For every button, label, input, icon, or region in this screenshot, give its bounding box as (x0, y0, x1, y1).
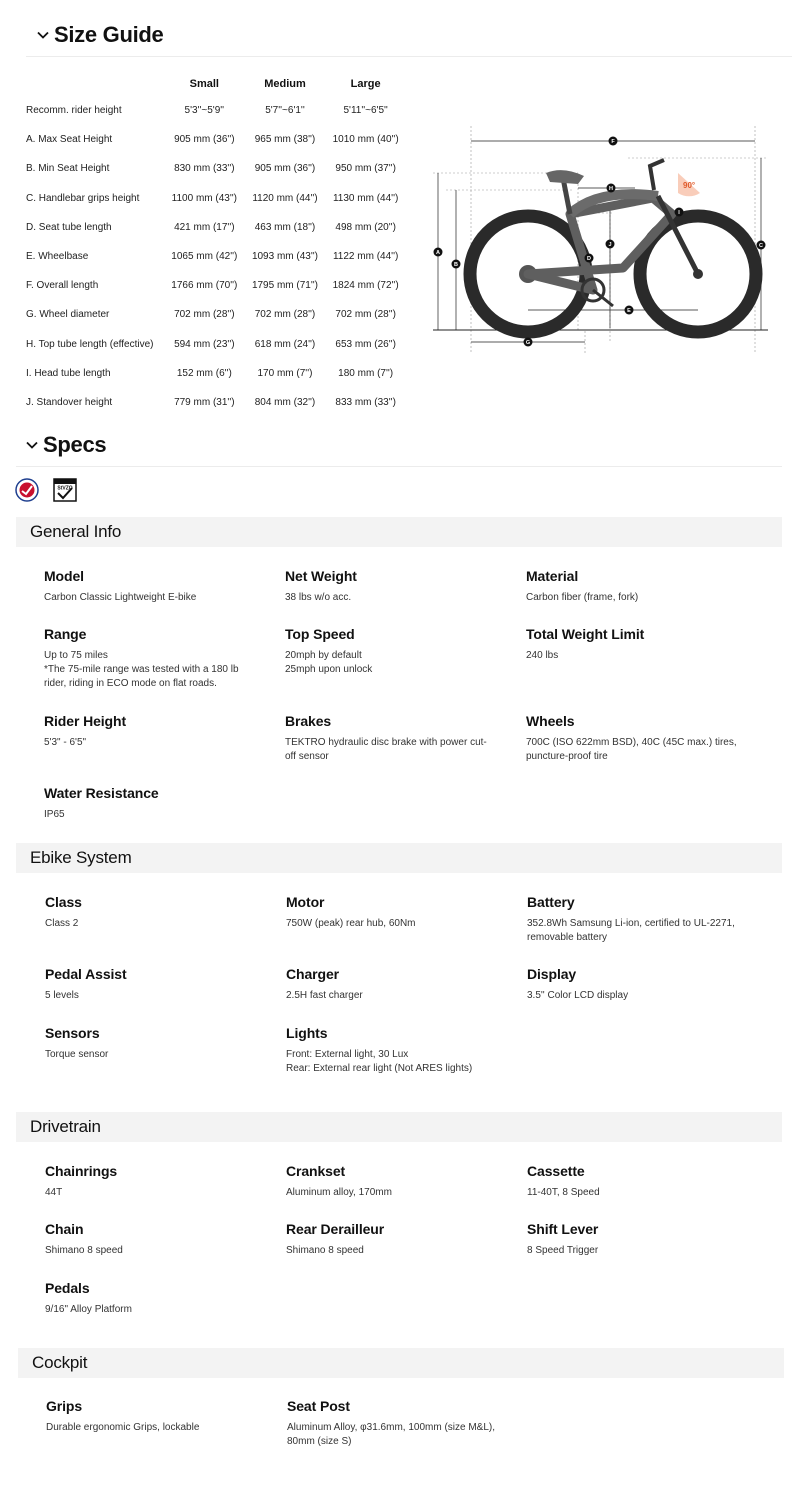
spec-key: Rear Derailleur (286, 1221, 385, 1237)
table-header-row (26, 72, 406, 96)
spec-item (526, 713, 746, 764)
spec-value: Carbon Classic Lightweight E-bike (44, 592, 197, 603)
row-value: 152 mm (6'') (176, 367, 232, 379)
spec-key: Seat Post (287, 1398, 350, 1414)
spec-group-header (16, 517, 782, 547)
row-label: G. Wheel diameter (26, 309, 110, 321)
spec-key: Chainrings (45, 1163, 118, 1179)
row-label: B. Min Seat Height (26, 163, 110, 175)
table-row (26, 271, 406, 300)
row-value: 180 mm (7'') (338, 367, 394, 379)
chevron-down-icon (25, 438, 39, 452)
spec-value: 5 levels (45, 990, 79, 1001)
spec-item (286, 1025, 506, 1076)
row-label: C. Handlebar grips height (26, 192, 140, 204)
ul-certification-icon (15, 478, 39, 502)
spec-key: Cassette (527, 1163, 585, 1179)
svg-text:C: C (759, 243, 763, 249)
row-label: F. Overall length (26, 280, 99, 292)
divider (16, 466, 782, 467)
spec-value: Up to 75 miles *The 75-mile range was tested with a 180 lb rider, riding in ECO mode on flat roads. (44, 650, 239, 689)
spec-item (45, 1163, 265, 1200)
row-value: 804 mm (32'') (254, 396, 316, 408)
divider (26, 56, 792, 57)
spec-item (44, 626, 264, 691)
row-value: 1130 mm (44'') (332, 192, 399, 204)
row-value: 1093 mm (43'') (251, 251, 319, 263)
certification-badges (15, 478, 77, 502)
spec-value: 11-40T, 8 Speed (527, 1187, 600, 1198)
svg-text:A: A (436, 250, 440, 256)
spec-group-title: Cockpit (32, 1353, 88, 1372)
table-row (26, 300, 406, 329)
spec-value: 750W (peak) rear hub, 60Nm (286, 918, 416, 929)
table-row (26, 184, 406, 213)
spec-group-header (16, 1112, 782, 1142)
spec-key: Top Speed (285, 626, 355, 642)
spec-item (44, 568, 264, 605)
spec-key: Wheels (526, 713, 575, 729)
spec-item (286, 1163, 506, 1200)
column-header-large: Large (350, 78, 381, 90)
spec-value: Torque sensor (45, 1049, 109, 1060)
spec-key: Range (44, 626, 87, 642)
svg-text:D: D (587, 256, 591, 262)
table-row (26, 125, 406, 154)
svg-text:StVZO: StVZO (57, 485, 73, 492)
spec-item (45, 966, 265, 1003)
svg-text:90°: 90° (683, 181, 696, 190)
spec-key: Battery (527, 894, 575, 910)
spec-item (526, 568, 746, 605)
spec-item (45, 1221, 265, 1258)
row-value: 653 mm (26'') (335, 338, 396, 350)
spec-key: Grips (46, 1398, 83, 1414)
spec-item (45, 894, 265, 931)
spec-key: Water Resistance (44, 785, 159, 801)
spec-key: Rider Height (44, 713, 127, 729)
row-value: 1766 mm (70'') (171, 280, 238, 292)
spec-key: Motor (286, 894, 325, 910)
row-value: 5'7''~6'1'' (265, 105, 305, 117)
spec-item (526, 626, 746, 663)
svg-text:B: B (454, 262, 458, 268)
svg-text:I: I (678, 210, 680, 216)
column-header-small: Small (189, 78, 219, 90)
spec-value: TEKTRO hydraulic disc brake with power cut- off sensor (285, 737, 487, 762)
row-value: 170 mm (7'') (257, 367, 313, 379)
row-value: 1065 mm (42'') (171, 251, 238, 263)
spec-item (286, 966, 506, 1003)
spec-item (285, 626, 505, 677)
spec-item (287, 1398, 507, 1449)
spec-value: 44T (45, 1187, 63, 1198)
row-value: 1795 mm (71'') (251, 280, 319, 292)
size-guide-header[interactable] (36, 22, 163, 48)
spec-key: Model (44, 568, 84, 584)
spec-value: 700C (ISO 622mm BSD), 40C (45C max.) tires, puncture-proof tire (526, 737, 737, 762)
spec-item (44, 713, 264, 750)
spec-value: 5'3" - 6'5" (44, 737, 87, 748)
stvzo-certification-icon (53, 478, 77, 502)
spec-value: 20mph by default 25mph upon unlock (285, 650, 373, 675)
table-row (26, 330, 406, 359)
spec-key: Shift Lever (527, 1221, 599, 1237)
spec-key: Material (526, 568, 579, 584)
svg-text:F: F (611, 139, 615, 145)
spec-key: Charger (286, 966, 339, 982)
spec-item (527, 1221, 747, 1258)
row-label: A. Max Seat Height (26, 134, 113, 146)
spec-item (285, 713, 505, 764)
spec-key: Crankset (286, 1163, 346, 1179)
table-row (26, 96, 406, 125)
size-guide-title: Size Guide (54, 22, 164, 47)
row-value: 498 mm (20'') (335, 221, 396, 233)
spec-value: Aluminum Alloy, φ31.6mm, 100mm (size M&L), 80mm (size S) (287, 1422, 496, 1447)
row-value: 5'11''~6'5'' (343, 105, 388, 117)
table-header-blank (26, 72, 164, 96)
row-value: 702 mm (28'') (335, 309, 396, 321)
spec-item (527, 894, 747, 945)
spec-group-title: Drivetrain (30, 1117, 101, 1136)
row-value: 1824 mm (72'') (332, 280, 399, 292)
spec-value: 3.5'' Color LCD display (527, 990, 629, 1001)
table-row (26, 242, 406, 271)
row-value: 833 mm (33'') (335, 396, 396, 408)
row-value: 1120 mm (44'') (252, 192, 318, 204)
spec-key: Class (45, 894, 82, 910)
spec-value: Aluminum alloy, 170mm (286, 1187, 392, 1198)
spec-item (527, 1163, 747, 1200)
column-header-medium: Medium (264, 78, 306, 90)
row-label: Recomm. rider height (26, 105, 122, 117)
row-value: 702 mm (28'') (254, 309, 316, 321)
svg-text:J: J (608, 242, 612, 248)
row-value: 905 mm (36'') (254, 163, 316, 175)
spec-value: 240 lbs (526, 650, 559, 661)
spec-value: Durable ergonomic Grips, lockable (46, 1422, 200, 1433)
svg-text:H: H (609, 186, 613, 192)
spec-value: 38 lbs w/o acc. (285, 592, 352, 603)
row-value: 1122 mm (44'') (332, 251, 399, 263)
spec-group-header (18, 1348, 784, 1378)
spec-group-header (16, 843, 782, 873)
spec-key: Sensors (45, 1025, 100, 1041)
spec-item (285, 568, 505, 605)
spec-value: Front: External light, 30 Lux Rear: External rear light (Not ARES lights) (286, 1049, 473, 1074)
row-value: 702 mm (28'') (174, 309, 235, 321)
spec-item (45, 1025, 265, 1062)
specs-title: Specs (43, 432, 107, 457)
row-value: 463 mm (18'') (254, 221, 316, 233)
svg-text:E: E (627, 308, 631, 314)
spec-value: 8 Speed Trigger (527, 1245, 599, 1256)
spec-value: IP65 (44, 809, 65, 820)
spec-value: Class 2 (45, 918, 79, 929)
row-label: J. Standover height (26, 396, 113, 408)
row-value: 905 mm (36'') (174, 134, 235, 146)
row-value: 950 mm (37'') (335, 163, 396, 175)
spec-group-title: General Info (30, 522, 122, 541)
spec-value: Shimano 8 speed (45, 1245, 123, 1256)
row-label: E. Wheelbase (26, 251, 89, 263)
spec-key: Chain (45, 1221, 84, 1237)
spec-item (44, 785, 264, 822)
table-row (26, 388, 406, 417)
row-label: D. Seat tube length (26, 221, 112, 233)
svg-text:G: G (525, 340, 531, 346)
chevron-down-icon (36, 28, 50, 42)
row-value: 779 mm (31'') (174, 396, 235, 408)
spec-group-title: Ebike System (30, 848, 132, 867)
spec-key: Pedals (45, 1280, 90, 1296)
size-guide-table (26, 72, 406, 417)
specs-header[interactable] (25, 432, 106, 458)
spec-item (527, 966, 747, 1003)
row-value: 5'3''~5'9'' (184, 105, 225, 117)
row-value: 830 mm (33'') (174, 163, 235, 175)
row-value: 1100 mm (43'') (171, 192, 237, 204)
spec-key: Pedal Assist (45, 966, 127, 982)
bike-geometry-diagram (428, 118, 774, 358)
row-value: 1010 mm (40'') (332, 134, 399, 146)
table-row (26, 213, 406, 242)
row-value: 594 mm (23'') (174, 338, 235, 350)
row-value: 421 mm (17'') (174, 221, 235, 233)
spec-item (286, 1221, 506, 1258)
spec-value: Shimano 8 speed (286, 1245, 364, 1256)
spec-item (286, 894, 506, 931)
spec-key: Display (527, 966, 577, 982)
table-row (26, 359, 406, 388)
row-value: 965 mm (38'') (254, 134, 316, 146)
spec-key: Total Weight Limit (526, 626, 645, 642)
row-value: 618 mm (24'') (254, 338, 316, 350)
table-row (26, 154, 406, 183)
row-label: I. Head tube length (26, 367, 111, 379)
spec-key: Brakes (285, 713, 332, 729)
spec-value: 9/16" Alloy Platform (45, 1304, 132, 1315)
spec-value: Carbon fiber (frame, fork) (526, 592, 639, 603)
spec-key: Lights (286, 1025, 328, 1041)
row-label: H. Top tube length (effective) (26, 338, 154, 350)
spec-value: 2.5H fast charger (286, 990, 363, 1001)
spec-key: Net Weight (285, 568, 357, 584)
spec-value: 352.8Wh Samsung Li-ion, certified to UL-2271, removable battery (527, 918, 735, 943)
spec-item (46, 1398, 266, 1435)
spec-item (45, 1280, 265, 1317)
